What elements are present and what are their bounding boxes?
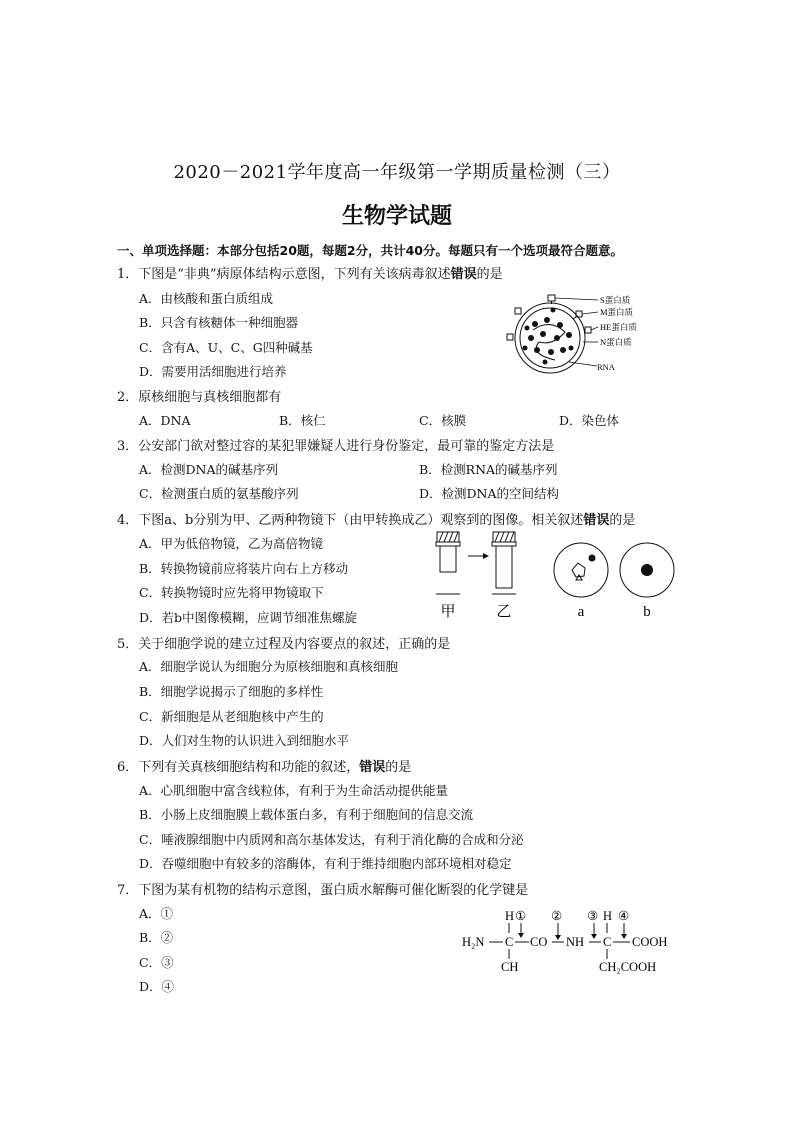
question-1-option-d[interactable]: D．需要用活细胞进行培养	[139, 364, 287, 379]
virus-structure-figure	[505, 290, 675, 382]
question-4-stem	[117, 509, 635, 528]
view-a	[554, 543, 608, 597]
label-jia: 甲	[440, 604, 456, 620]
label-bond-3: ③	[587, 909, 599, 923]
label-yi: 乙	[496, 604, 512, 620]
question-6-option-b[interactable]: B．小肠上皮细胞膜上载体蛋白多，有利于细胞间的信息交流	[139, 807, 474, 822]
label-carbon-2: C	[603, 935, 612, 949]
question-2-option-a[interactable]: A．DNA	[139, 413, 191, 428]
label-bond-1: ①	[515, 909, 527, 923]
label-leaders	[555, 298, 598, 366]
stem-text: 的是	[609, 513, 636, 528]
switch-arrow	[468, 553, 489, 559]
question-6-stem	[117, 756, 411, 775]
label-nh: NH	[566, 935, 585, 949]
label-side-chain-1: CH	[501, 960, 519, 974]
question-4-option-b[interactable]: B．转换物镜前应将装片向右上方移动	[139, 561, 349, 576]
peptide-structure-figure	[458, 905, 688, 975]
question-3-stem: 3．公安部门欲对整过容的某犯罪嫌疑人进行身份鉴定，最可靠的鉴定方法是	[117, 439, 555, 454]
question-7-stem: 7．下图为某有机物的结构示意图，蛋白质水解酶可催化断裂的化学键是	[117, 883, 529, 898]
objective-jia	[436, 532, 460, 572]
stem-text: 6．下列有关真核细胞结构和功能的叙述，	[117, 760, 360, 775]
stem-emphasis: 错误	[450, 267, 477, 282]
objective-yi	[492, 532, 516, 588]
label-m-protein: M蛋白质	[600, 307, 634, 317]
exam-subtitle: 生物学试题	[341, 204, 452, 229]
question-7-option-d[interactable]: D．④	[139, 979, 175, 994]
question-3-option-c[interactable]: C．检测蛋白质的氨基酸序列	[139, 486, 299, 501]
question-2-option-c[interactable]: C．核膜	[419, 413, 467, 428]
question-4-option-a[interactable]: A．甲为低倍物镜，乙为高倍物镜	[139, 536, 324, 551]
label-h-top-1: H	[505, 909, 515, 923]
section-heading: 一、单项选择题：本部分包括20题，每题2分，共计40分。每题只有一个选项最符合题意。	[117, 243, 623, 258]
spike-proteins	[507, 295, 591, 340]
label-co: CO	[530, 935, 548, 949]
question-7-option-b[interactable]: B．②	[139, 930, 174, 945]
question-5-option-d[interactable]: D．人们对生物的认识进入到细胞水平	[139, 733, 350, 748]
label-bond-2: ②	[551, 909, 563, 923]
label-s-protein: S蛋白质	[600, 295, 631, 305]
microscope-objectives-figure	[428, 528, 678, 624]
question-3-option-b[interactable]: B．检测RNA的碱基序列	[419, 462, 558, 477]
question-4-option-d[interactable]: D．若b中图像模糊，应调节细准焦螺旋	[139, 610, 358, 625]
question-1-stem	[117, 263, 503, 282]
question-2-stem: 2．原核细胞与真核细胞都有	[117, 390, 282, 405]
exam-title: 2020－2021学年度高一年级第一学期质量检测（三）	[173, 162, 621, 183]
label-carbon-1: C	[505, 935, 514, 949]
stem-text: 1．下图是“非典”病原体结构示意图，下列有关该病毒叙述	[117, 267, 451, 282]
question-1-option-c[interactable]: C．含有A、U、C、G四种碱基	[139, 340, 313, 355]
question-1-option-a[interactable]: A．由核酸和蛋白质组成	[139, 291, 274, 306]
stem-text: 的是	[476, 267, 503, 282]
stem-text: 的是	[385, 760, 412, 775]
label-rna: RNA	[597, 362, 615, 372]
question-3-option-a[interactable]: A．检测DNA的碱基序列	[139, 462, 279, 477]
label-b: b	[643, 604, 651, 620]
view-b	[620, 543, 674, 597]
stem-emphasis: 错误	[359, 760, 386, 775]
label-h-top-2: H	[603, 909, 613, 923]
question-4-option-c[interactable]: C．转换物镜时应先将甲物镜取下	[139, 585, 324, 600]
question-5-option-c[interactable]: C．新细胞是从老细胞核中产生的	[139, 709, 324, 724]
label-bond-4: ④	[618, 909, 630, 923]
label-amino-group: H₂N	[462, 935, 485, 949]
question-5-stem: 5．关于细胞学说的建立过程及内容要点的叙述，正确的是	[117, 637, 451, 652]
question-5-option-a[interactable]: A．细胞学说认为细胞分为原核细胞和真核细胞	[139, 659, 399, 674]
question-5-option-b[interactable]: B．细胞学说揭示了细胞的多样性	[139, 684, 324, 699]
label-side-chain-2: CH₂COOH	[599, 960, 657, 974]
label-a: a	[577, 604, 585, 620]
rna-strand	[533, 324, 565, 360]
question-3-option-d[interactable]: D．检测DNA的空间结构	[419, 486, 560, 501]
question-6-option-c[interactable]: C．唾液腺细胞中内质网和高尔基体发达，有利于消化酶的合成和分泌	[139, 832, 524, 847]
question-2-option-b[interactable]: B．核仁	[279, 413, 326, 428]
stem-text: 4．下图a、b分别为甲、乙两种物镜下（由甲转换成乙）观察到的图像。相关叙述	[117, 513, 584, 528]
question-1-option-b[interactable]: B．只含有核糖体一种细胞器	[139, 315, 299, 330]
stem-emphasis: 错误	[583, 513, 610, 528]
label-n-protein: N蛋白质	[600, 337, 632, 347]
question-2-option-d[interactable]: D．染色体	[559, 413, 620, 428]
question-6-option-d[interactable]: D．吞噬细胞中有较多的溶酶体，有利于维持细胞内部环境相对稳定	[139, 856, 512, 871]
question-7-option-c[interactable]: C．③	[139, 955, 174, 970]
question-6-option-a[interactable]: A．心肌细胞中富含线粒体，有利于为生命活动提供能量	[139, 783, 449, 798]
question-7-option-a[interactable]: A．①	[139, 906, 174, 921]
label-carboxyl: COOH	[632, 935, 668, 949]
label-he-protein: HE蛋白质	[600, 322, 637, 332]
